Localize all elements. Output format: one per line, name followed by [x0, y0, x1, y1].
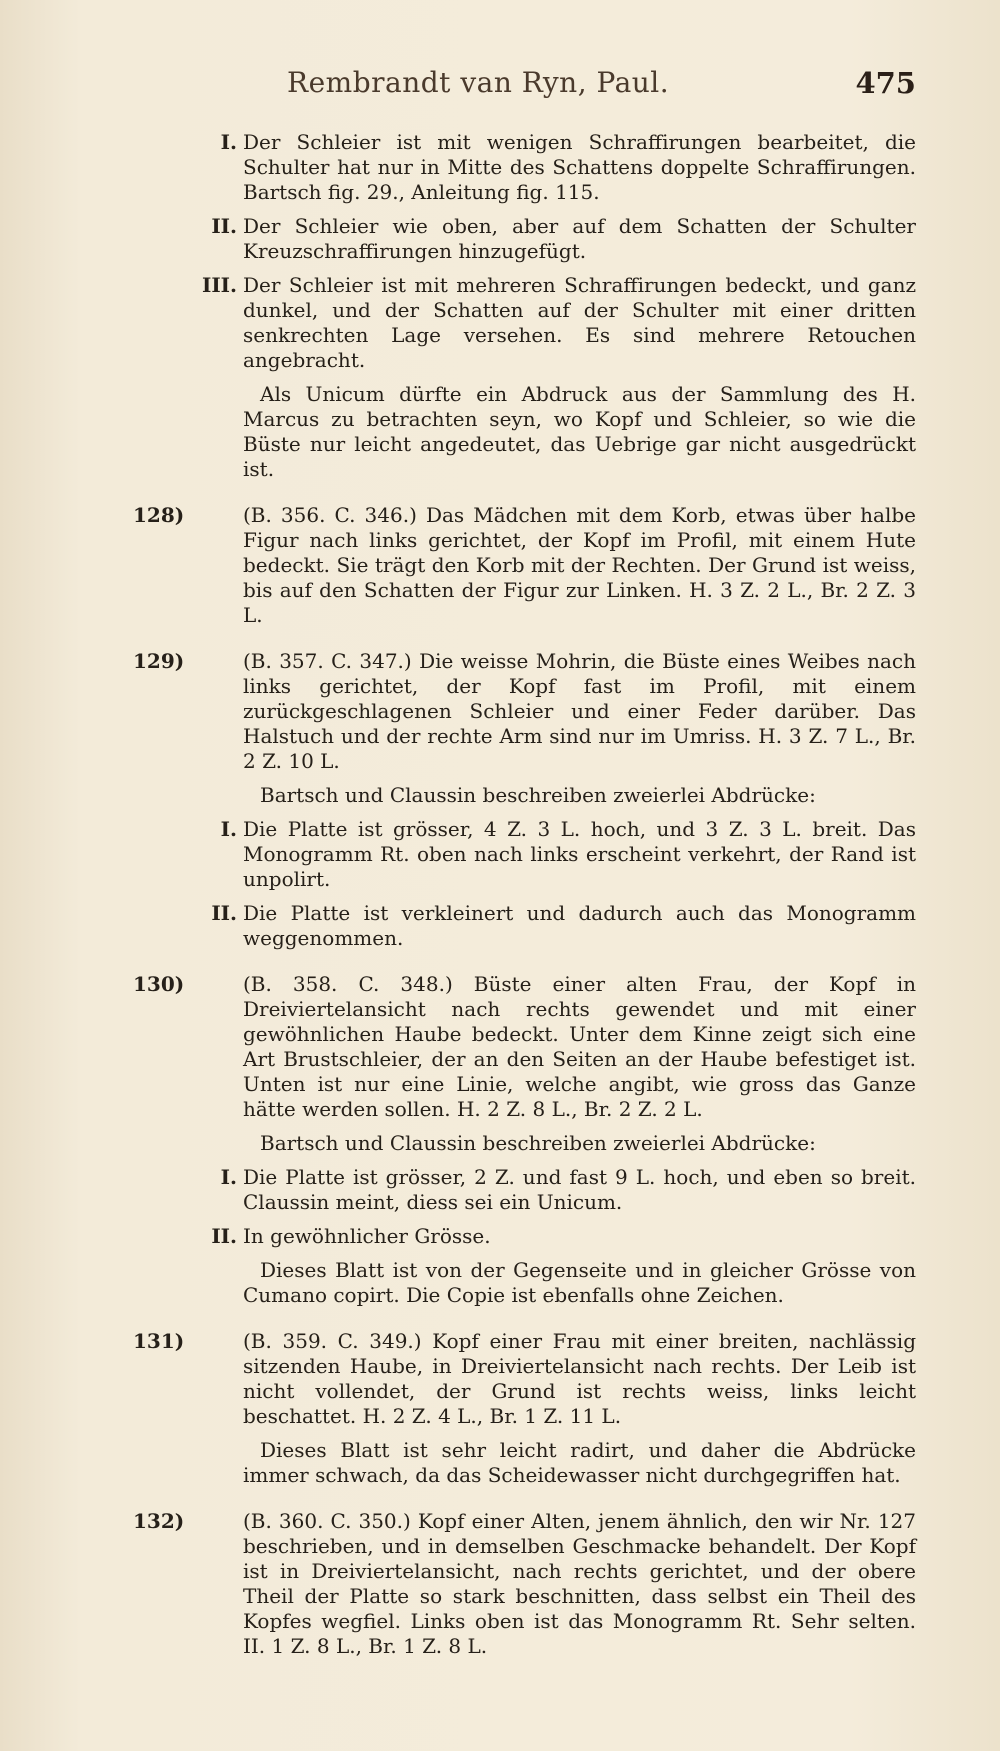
entry-number: 131)	[133, 1329, 185, 1353]
state-paragraph	[0, 817, 1000, 892]
state-paragraph	[0, 273, 1000, 373]
state-mark: II.	[211, 214, 237, 238]
entry-number: 128)	[133, 503, 185, 527]
state-mark: II.	[211, 901, 237, 925]
catalog-entry	[0, 1509, 1000, 1659]
note-paragraph: Dieses Blatt ist sehr leicht radirt, und daher die Abdrücke immer schwach, da das Scheidewasser nicht durchgegriffen hat.	[243, 1438, 916, 1487]
entry-number: 132)	[133, 1509, 185, 1533]
note-paragraph: Dieses Blatt ist von der Gegenseite und in gleicher Grösse von Cumano copirt. Die Copie ist ebenfalls ohne Zeichen.	[243, 1258, 916, 1307]
state-text: Die Platte ist grösser, 2 Z. und fast 9 L. hoch, und eben so breit. Claussin meint, diess sei ein Unicum.	[243, 1165, 916, 1214]
state-mark: I.	[220, 130, 237, 154]
state-mark: I.	[220, 817, 237, 841]
state-text: Der Schleier ist mit mehreren Schraffirungen bedeckt, und ganz dunkel, und der Schatten auf der Schulter mit einer dritten senkrechten Lage versehen. Es sind mehrere Retouchen angebracht.	[243, 273, 916, 372]
state-text: Der Schleier ist mit wenigen Schraffirungen bearbeitet, die Schulter hat nur in Mitte des Schattens doppelte Schraffirungen. Bartsch fig. 29., Anleitung fig. 115.	[243, 130, 916, 204]
state-paragraph	[0, 1165, 1000, 1215]
state-text: In gewöhnlicher Grösse.	[243, 1224, 491, 1248]
catalog-entry	[0, 1329, 1000, 1429]
note-paragraph: Bartsch und Claussin beschreiben zweierlei Abdrücke:	[260, 783, 816, 807]
state-text: Die Platte ist verkleinert und dadurch auch das Monogramm weggenommen.	[243, 901, 916, 950]
entry-text: (B. 359. C. 349.) Kopf einer Frau mit einer breiten, nachlässig sitzenden Haube, in Dreiviertelansicht nach rechts. Der Leib ist nicht vollendet, der Grund ist rechts weiss, links leicht beschattet. H. 2 Z. 4 L., Br. 1 Z. 11 L.	[243, 1329, 916, 1428]
page-body	[0, 130, 1000, 1668]
page-header	[0, 66, 1000, 110]
catalog-entry	[0, 649, 1000, 774]
entry-text: (B. 357. C. 347.) Die weisse Mohrin, die Büste eines Weibes nach links gerichtet, der Kopf fast im Profil, mit einem zurückgeschlagenen Schleier und einer Feder darüber. Das Halstuch und der rechte Arm sind nur im Umriss. H. 3 Z. 7 L., Br. 2 Z. 10 L.	[243, 649, 916, 773]
state-mark: II.	[211, 1224, 237, 1248]
state-paragraph	[0, 130, 1000, 205]
state-mark: I.	[220, 1165, 237, 1189]
state-paragraph	[0, 1224, 1000, 1249]
state-mark: III.	[201, 273, 237, 297]
note-paragraph: Als Unicum dürfte ein Abdruck aus der Sammlung des H. Marcus zu betrachten seyn, wo Kopf und Schleier, so wie die Büste nur leicht angedeutet, das Uebrige gar nicht ausgedrückt ist.	[243, 382, 916, 481]
state-text: Die Platte ist grösser, 4 Z. 3 L. hoch, und 3 Z. 3 L. breit. Das Monogramm Rt. oben nach links erscheint verkehrt, der Rand ist unpolirt.	[243, 817, 916, 891]
entry-number: 130)	[133, 972, 185, 996]
entry-number: 129)	[133, 649, 185, 673]
state-text: Der Schleier wie oben, aber auf dem Schatten der Schulter Kreuzschraffirungen hinzugefügt.	[243, 214, 916, 263]
catalog-entry	[0, 972, 1000, 1122]
page-number: 475	[855, 66, 916, 100]
note-paragraph: Bartsch und Claussin beschreiben zweierlei Abdrücke:	[260, 1131, 816, 1155]
entry-text: (B. 356. C. 346.) Das Mädchen mit dem Korb, etwas über halbe Figur nach links gerichtet, der Kopf im Profil, mit einem Hute bedeckt. Sie trägt den Korb mit der Rechten. Der Grund ist weiss, bis auf den Schatten der Figur zur Linken. H. 3 Z. 2 L., Br. 2 Z. 3 L.	[243, 503, 916, 627]
state-paragraph	[0, 214, 1000, 264]
entry-text: (B. 360. C. 350.) Kopf einer Alten, jenem ähnlich, den wir Nr. 127 beschrieben, und in demselben Geschmacke behandelt. Der Kopf ist in Dreiviertelansicht, nach rechts gerichtet, und der obere Theil der Platte so stark beschnitten, dass selbst ein Theil des Kopfes wegfiel. Links oben ist das Monogramm Rt. Sehr selten. II. 1 Z. 8 L., Br. 1 Z. 8 L.	[243, 1509, 916, 1658]
state-paragraph	[0, 901, 1000, 951]
catalog-entry	[0, 503, 1000, 628]
entry-text: (B. 358. C. 348.) Büste einer alten Frau, der Kopf in Dreiviertelansicht nach rechts gewendet und mit einer gewöhnlichen Haube bedeckt. Unter dem Kinne zeigt sich eine Art Brustschleier, der an den Seiten an der Haube befestiget ist. Unten ist nur eine Linie, welche angibt, wie gross das Ganze hätte werden sollen. H. 2 Z. 8 L., Br. 2 Z. 2 L.	[243, 972, 916, 1121]
running-title: Rembrandt van Ryn, Paul.	[287, 66, 670, 99]
